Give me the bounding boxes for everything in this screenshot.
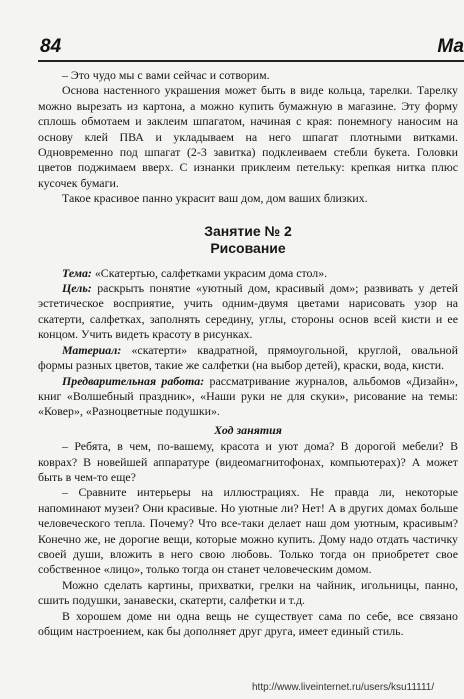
course-heading: Ход занятия bbox=[214, 422, 282, 437]
paragraph: Можно сделать картины, прихватки, грелки на чайник, игольницы, панно, сшить подушки, занавески, скатерти, салфетки и т.д. bbox=[38, 577, 458, 608]
running-head: Ма bbox=[437, 36, 464, 57]
material-text: «скатерти» квадратной, прямоугольной, круглой, овальной формы разных цветов, такие же салфетки (на выбор детей), краски, вода, кисти. bbox=[38, 342, 458, 373]
lesson-subtitle: Рисование bbox=[210, 239, 286, 256]
material-paragraph bbox=[38, 343, 458, 374]
paragraph: Основа настенного украшения может быть в виде кольца, тарелки. Тарелку можно вырезать из картона, а можно купить бумажную в магазине. Эту форму сплошь обмотаем и заклеим шпагатом, начиная с края: понемногу наносим на основу клей ПВА и укладываем на него шпагат плотными витками. Одновременно под шпагат (2-3 завитка) подклеиваем стебли букета. Головки цветов поджимаем вверх. С изнанки приклеим петельку: крепкая нитка плюс кусочек бумаги. bbox=[38, 83, 458, 190]
paragraph: Такое красивое панно украсит ваш дом, дом ваших близких. bbox=[62, 191, 368, 206]
prep-label: Предварительная работа: bbox=[62, 373, 205, 388]
theme-text: «Скатертью, салфетками украсим дома стол». bbox=[91, 265, 328, 280]
page-body bbox=[38, 68, 458, 639]
paragraph: В хорошем доме ни одна вещь не существует сама по себе, все связано общим настроением, как бы дополняет друг друга, имеет единый стиль. bbox=[38, 608, 458, 638]
paragraph: – Это чудо мы с вами сейчас и сотворим. bbox=[62, 68, 270, 82]
footer-url: http://www.liveinternet.ru/users/ksu11111/ bbox=[252, 682, 435, 693]
theme-label: Тема: bbox=[62, 265, 92, 280]
goal-text: раскрыть понятие «уютный дом, красивый дом»; развивать у детей эстетическое восприятие, учить одним-двумя цветами нарисовать узор на скатерти, салфетках, заполнять середину, углы, стороны основ всей кисти и ее концом. Учить видеть красоту в рисунках. bbox=[38, 281, 458, 342]
paragraph: – Сравните интерьеры на иллюстрациях. Не правда ли, некоторые напоминают музеи? Они красивые. Но уютные ли? Нет! А в других домах больше человеческого тепла. Почему? Что все-таки делает наш дом уютным, красивым? Конечно же, не дорогие вещи, которые можно купить. Дому надо отдать частичку своей души, вложить в него свою любовь. Только тогда он приобретет свое собственное «лицо», только тогда он станет человеческим домом. bbox=[38, 485, 458, 577]
prep-paragraph bbox=[38, 374, 458, 420]
header-rule bbox=[38, 60, 464, 62]
lesson-title: Занятие № 2 bbox=[204, 222, 292, 239]
material-label: Материал: bbox=[62, 342, 122, 357]
page-header bbox=[0, 0, 464, 64]
theme-paragraph bbox=[38, 266, 458, 281]
page-number: 84 bbox=[40, 36, 62, 57]
goal-label: Цель: bbox=[62, 281, 92, 296]
paragraph: – Ребята, в чем, по-вашему, красота и уют дома? В дорогой мебели? В коврах? В новейшей аппаратуре (видеомагнитофонах, компьютерах)? А может быть в чем-то еще? bbox=[38, 439, 458, 484]
prep-text: рассматривание журналов, альбомов «Дизайн», книг «Волшебный праздник», «Наши руки не для скуки», рисование на темы: «Ковер», «Разноцветные подушки». bbox=[38, 373, 458, 419]
goal-paragraph bbox=[38, 281, 458, 343]
